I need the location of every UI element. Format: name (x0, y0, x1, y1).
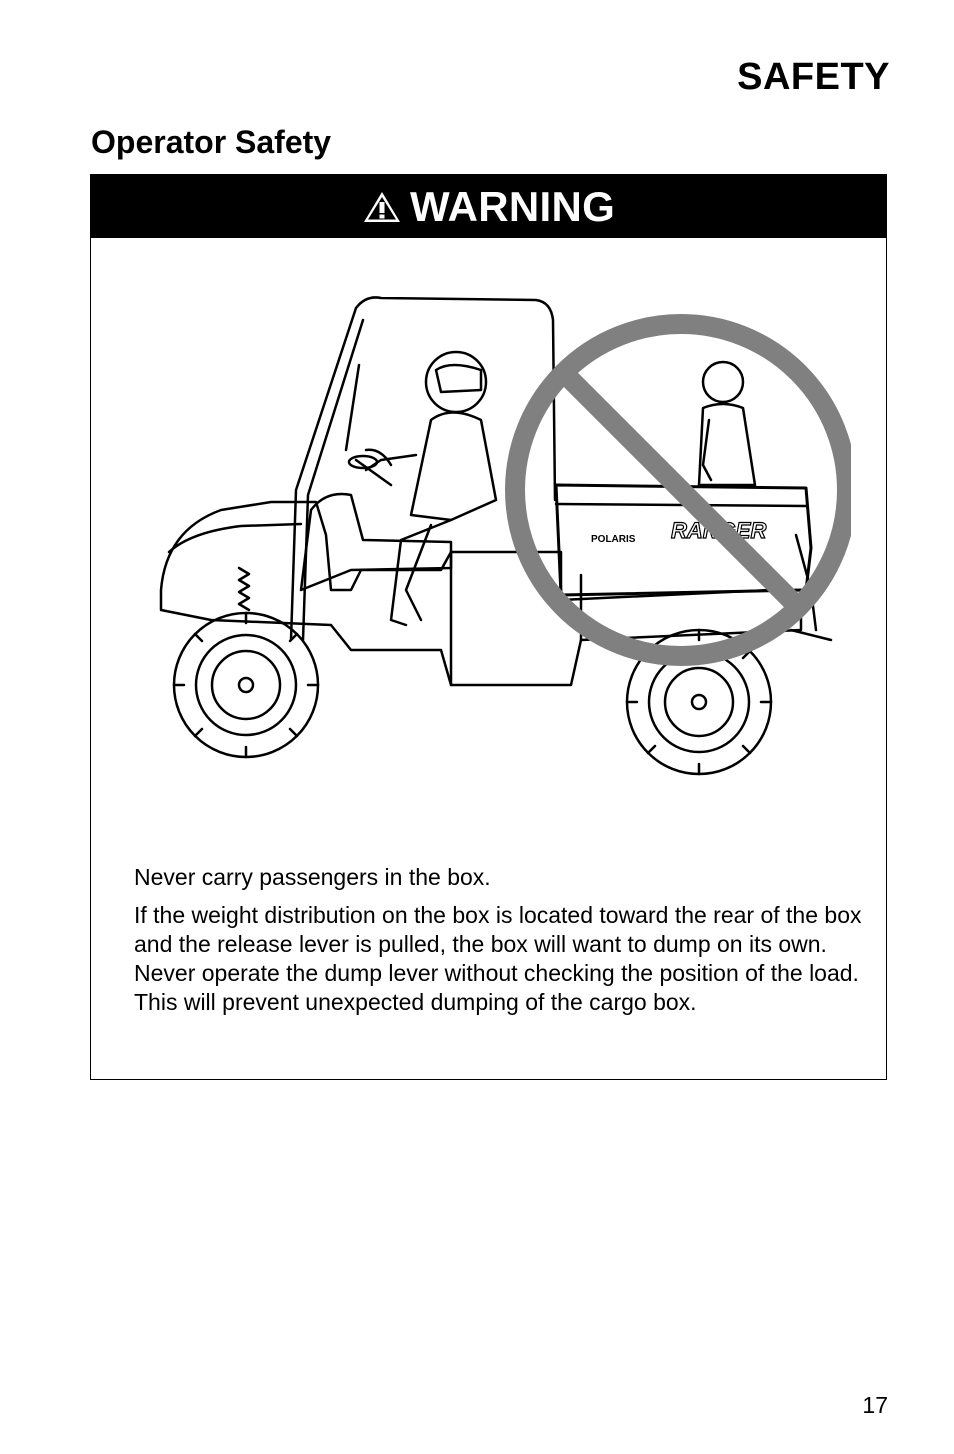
no-passengers-illustration (151, 290, 851, 790)
warning-text (134, 863, 864, 1026)
warning-triangle-icon (362, 190, 402, 224)
subsection-title: Operator Safety (91, 124, 332, 160)
warning-paragraph: If the weight distribution on the box is located toward the rear of the box and the release lever is pulled, the box will want to dump on its own. Never operate the dump lever without checking the position of the load. This will prevent unexpected dumping of the cargo box. (134, 902, 862, 1015)
section-title: SAFETY (737, 56, 890, 98)
seat (301, 494, 451, 590)
brand-label: POLARIS (591, 534, 636, 545)
front-wheel (174, 613, 318, 757)
prohibition-icon (515, 324, 847, 656)
driver-figure (356, 352, 496, 625)
warning-label: WARNING (409, 182, 616, 230)
page-number: 17 (862, 1392, 888, 1418)
warning-paragraph: Never carry passengers in the box. (134, 864, 491, 890)
warning-header (91, 175, 886, 238)
warning-box (90, 174, 887, 1080)
model-label: RANGER (671, 518, 767, 543)
